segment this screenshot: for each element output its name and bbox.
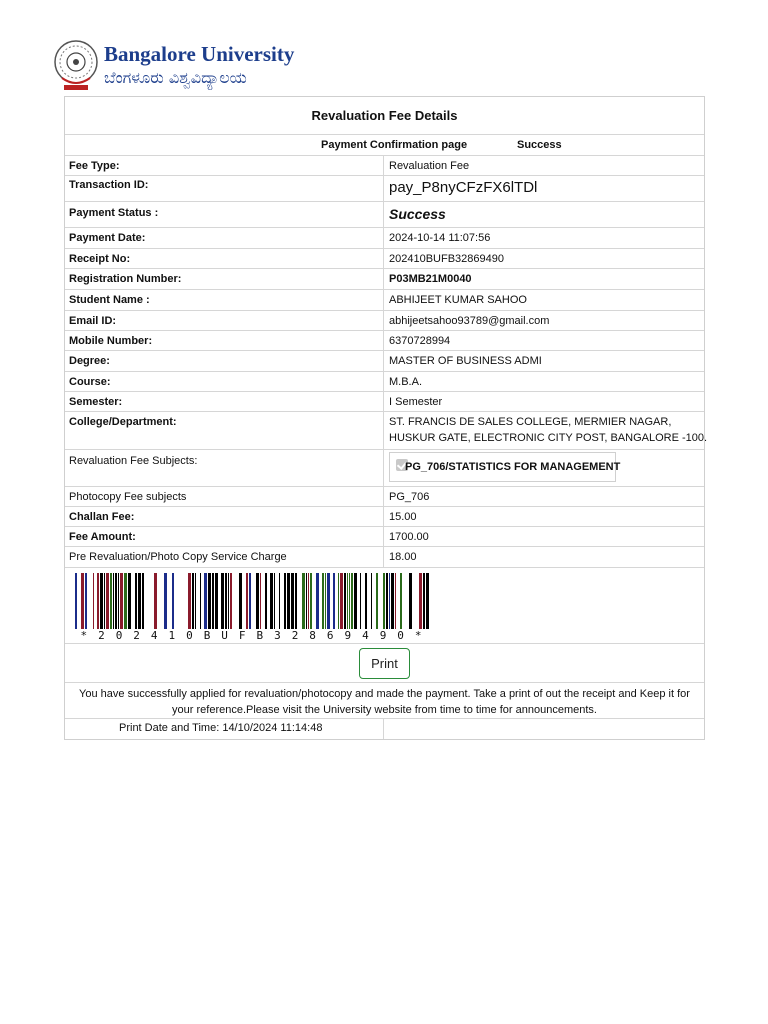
fee-type-row (65, 155, 704, 175)
barcode-digit: U (221, 629, 228, 642)
barcode-bar (371, 573, 372, 629)
payment-status-row (65, 201, 704, 227)
barcode-bar (204, 573, 207, 629)
payment-date-label: Payment Date: (69, 232, 146, 244)
print-datetime: Print Date and Time: 14/10/2024 11:14:48 (119, 722, 323, 734)
barcode-bar (115, 573, 117, 629)
challan-fee-value: 15.00 (389, 511, 417, 523)
email-label: Email ID: (69, 315, 117, 327)
barcode-bar (230, 573, 232, 629)
barcode-bar (340, 573, 343, 629)
barcode-digit: 4 (150, 629, 158, 642)
barcode-bar (302, 573, 305, 629)
barcode-digit: 4 (362, 629, 369, 642)
course-value: M.B.A. (389, 376, 423, 388)
barcode-bar (221, 573, 224, 629)
barcode-bar (389, 573, 390, 629)
barcode-digit: * (80, 629, 88, 642)
barcode-bar (172, 573, 174, 629)
course-label: Course: (69, 376, 111, 388)
university-name-english: Bangalore University (104, 42, 295, 66)
barcode-row (65, 567, 704, 643)
receipt-no-row (65, 248, 704, 268)
barcode-digit: 2 (98, 629, 105, 642)
college-row (65, 411, 708, 449)
barcode-bar (383, 573, 385, 629)
receipt-title: Revaluation Fee Details (311, 108, 458, 123)
barcode-digit: F (238, 629, 246, 642)
barcode-bar (225, 573, 227, 629)
barcode-bar (100, 573, 103, 629)
receipt-title-row (65, 97, 704, 134)
course-row (65, 371, 704, 391)
empty-cell (384, 719, 704, 739)
barcode-bar (118, 573, 119, 629)
degree-label: Degree: (69, 355, 110, 367)
print-button[interactable]: Print (359, 648, 410, 679)
barcode-bar (354, 573, 357, 629)
barcode-digit: 9 (379, 629, 387, 642)
barcode-bar (274, 573, 275, 629)
university-name-kannada: ಬೆಂಗಳೂರು ವಿಶ್ವವಿದ್ಯಾಲಯ (104, 68, 247, 87)
confirmation-label: Payment Confirmation page (321, 139, 468, 151)
barcode-bar (128, 573, 131, 629)
photocopy-subjects-row (65, 486, 704, 506)
confirmation-status: Success (517, 139, 562, 151)
barcode-digit: 0 (397, 629, 404, 642)
receipt-no-label: Receipt No: (69, 253, 131, 265)
payment-status-label: Payment Status : (69, 207, 159, 219)
email-row (65, 310, 704, 330)
barcode-bar (106, 573, 109, 629)
notice-line-1: You have successfully applied for revaluation/photocopy and made the payment. Take a print of out the receipt and Keep it for (79, 688, 690, 700)
barcode-bar (110, 573, 112, 629)
barcode-bar (164, 573, 167, 629)
barcode-bar (81, 573, 84, 629)
email-value: abhijeetsahoo93789@gmail.com (389, 315, 550, 327)
student-name-label: Student Name : (69, 294, 150, 306)
barcode-bar (215, 573, 218, 629)
barcode-bar (279, 573, 280, 629)
barcode-bar (142, 573, 144, 629)
degree-value: MASTER OF BUSINESS ADMI (389, 355, 542, 367)
barcode-bar (249, 573, 251, 629)
registration-number-label: Registration Number: (69, 273, 182, 285)
barcode-bar (360, 573, 361, 629)
barcode-bar (344, 573, 346, 629)
receipt-barcode (75, 573, 435, 643)
payment-status-value: Success (389, 206, 446, 222)
mobile-row (65, 330, 704, 350)
confirmation-row (65, 134, 704, 155)
barcode-bar (200, 573, 201, 629)
barcode-bar (239, 573, 242, 629)
barcode-bar (208, 573, 211, 629)
print-row (65, 643, 704, 682)
service-charge-row (65, 546, 704, 567)
barcode-bar (316, 573, 319, 629)
transaction-id-label: Transaction ID: (69, 179, 149, 191)
barcode-bar (75, 573, 77, 629)
payment-date-row (65, 227, 704, 248)
barcode-bar (351, 573, 353, 629)
degree-row (65, 350, 704, 371)
barcode-bar (212, 573, 214, 629)
challan-fee-label: Challan Fee: (69, 511, 135, 523)
barcode-bar (423, 573, 425, 629)
barcode-bar (295, 573, 297, 629)
barcode-bar (256, 573, 259, 629)
semester-value: I Semester (389, 396, 443, 408)
barcode-bar (291, 573, 294, 629)
revaluation-subjects-row (65, 449, 704, 486)
barcode-bar (426, 573, 429, 629)
barcode-bar (188, 573, 191, 629)
barcode-bar (322, 573, 324, 629)
barcode-digit: 0 (115, 629, 123, 642)
barcode-digit: 9 (344, 629, 352, 642)
service-charge-value: 18.00 (389, 551, 417, 563)
barcode-digit: B (256, 629, 264, 642)
semester-label: Semester: (69, 396, 123, 408)
barcode-bar (124, 573, 127, 629)
barcode-digit: 6 (326, 629, 334, 642)
barcode-bar (265, 573, 267, 629)
barcode-bar (325, 573, 326, 629)
registration-number-row (65, 268, 704, 289)
barcode-digit: B (203, 629, 211, 642)
barcode-bar (395, 573, 396, 629)
barcode-digit: 2 (133, 629, 140, 642)
fee-receipt-table (64, 96, 708, 740)
college-value-line2: HUSKUR GATE, ELECTRONIC CITY POST, BANGALORE -100. (389, 432, 708, 444)
mobile-value: 6370728994 (389, 335, 451, 347)
college-value-line1: ST. FRANCIS DE SALES COLLEGE, MERMIER NAGAR, (389, 416, 672, 428)
barcode-bar (333, 573, 335, 629)
service-charge-label: Pre Revaluation/Photo Copy Service Charge (69, 551, 287, 563)
barcode-bar (308, 573, 309, 629)
barcode-digit: 1 (168, 629, 176, 642)
photocopy-subjects-value: PG_706 (389, 491, 430, 503)
challan-fee-row (65, 506, 704, 526)
barcode-bar (120, 573, 123, 629)
barcode-bar (400, 573, 402, 629)
revaluation-subject-value: PG_706/STATISTICS FOR MANAGEMENT (405, 461, 621, 473)
barcode-bar (365, 573, 367, 629)
barcode-bar (85, 573, 87, 629)
barcode-bar (347, 573, 348, 629)
payment-date-value: 2024-10-14 11:07:56 (389, 232, 491, 244)
barcode-bar (338, 573, 339, 629)
barcode-digit: 8 (309, 629, 316, 642)
fee-type-value: Revaluation Fee (389, 160, 470, 172)
fee-amount-row (65, 526, 704, 546)
receipt-no-value: 202410BUFB32869490 (389, 253, 504, 265)
fee-amount-value: 1700.00 (389, 531, 429, 543)
barcode-bar (419, 573, 422, 629)
barcode-bar (135, 573, 137, 629)
semester-row (65, 391, 704, 411)
barcode-bar (270, 573, 273, 629)
barcode-bar (97, 573, 99, 629)
university-logo (52, 38, 100, 92)
mobile-label: Mobile Number: (69, 335, 153, 347)
barcode-bar (113, 573, 114, 629)
barcode-bar (287, 573, 290, 629)
photocopy-subjects-label: Photocopy Fee subjects (69, 491, 187, 503)
barcode-bar (391, 573, 394, 629)
barcode-bar (349, 573, 350, 629)
barcode-bar (327, 573, 330, 629)
notice-row (65, 682, 704, 718)
revaluation-subjects-label: Revaluation Fee Subjects: (69, 455, 198, 467)
barcode-digit: * (414, 629, 422, 642)
university-header (52, 38, 372, 94)
barcode-bar (192, 573, 194, 629)
fee-type-label: Fee Type: (69, 160, 120, 172)
registration-number-value: P03MB21M0040 (389, 273, 472, 285)
barcode-bar (310, 573, 312, 629)
success-notice (65, 686, 704, 718)
barcode-bar (386, 573, 388, 629)
barcode-digit: 3 (274, 629, 281, 642)
barcode-digit: 2 (291, 629, 299, 642)
transaction-id-value: pay_P8nyCFzFX6lTDl (389, 179, 538, 196)
notice-line-2: your reference.Please visit the University website from time to time for announcements. (172, 704, 597, 716)
barcode-bar (246, 573, 248, 629)
barcode-bar (409, 573, 412, 629)
barcode-bar (93, 573, 94, 629)
barcode-digit: 0 (186, 629, 193, 642)
student-name-row (65, 289, 704, 310)
student-name-value: ABHIJEET KUMAR SAHOO (389, 294, 527, 306)
transaction-id-row (65, 175, 704, 201)
print-datetime-row (65, 718, 704, 739)
barcode-bar (104, 573, 105, 629)
barcode-bar (260, 573, 261, 629)
fee-amount-label: Fee Amount: (69, 531, 136, 543)
barcode-bar (284, 573, 286, 629)
barcode-bar (376, 573, 378, 629)
barcode-bar (306, 573, 307, 629)
revaluation-subject-option[interactable] (389, 452, 621, 482)
barcode-bar (138, 573, 141, 629)
barcode-bar (195, 573, 196, 629)
college-label: College/Department: (69, 416, 177, 428)
barcode-bar (228, 573, 229, 629)
barcode-bar (154, 573, 157, 629)
